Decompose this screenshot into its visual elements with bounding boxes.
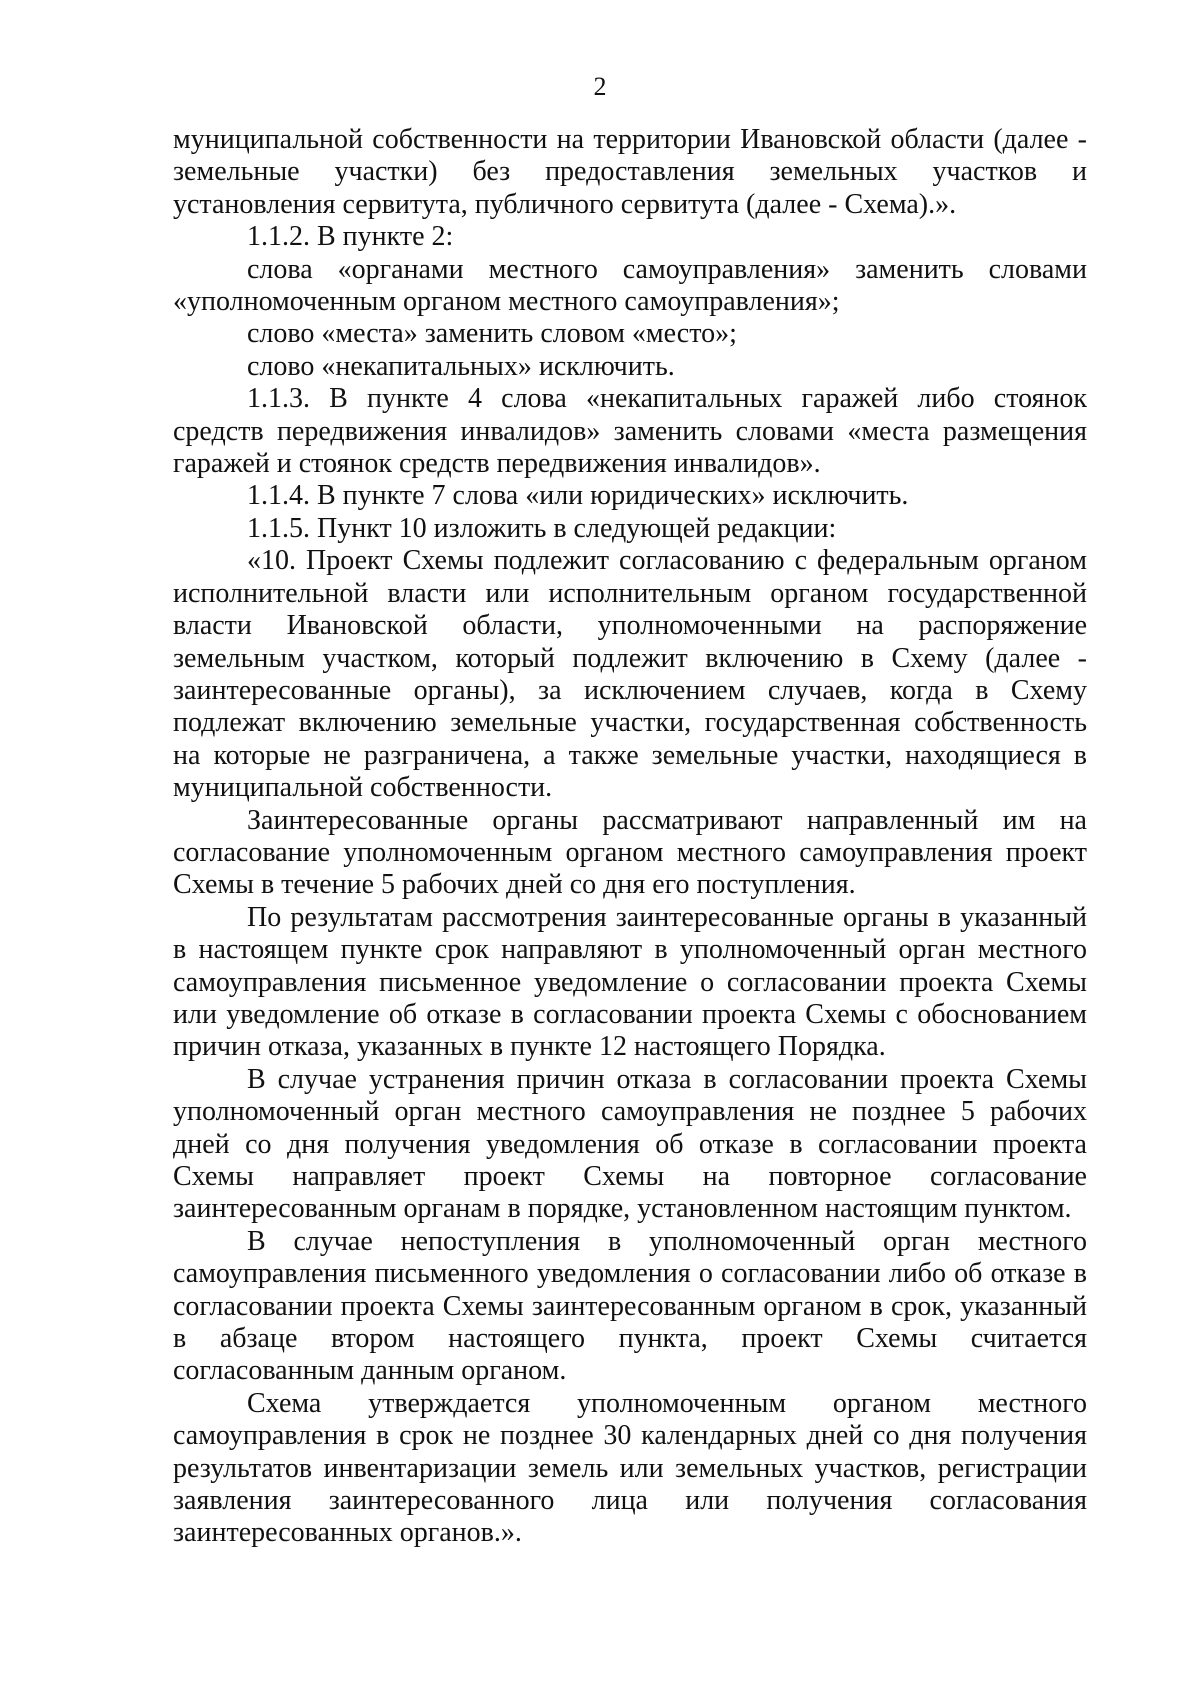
page-number: 2 [593, 72, 607, 101]
paragraph-clause-1-1-5: 1.1.5. Пункт 10 изложить в следующей редакции: [247, 512, 837, 544]
paragraph-continuation: муниципальной собственности на территории Ивановской области (далее - земельные участки) без предоставления земельных участков и установления сервитута, публичного сервитута (далее - Схема).». [173, 124, 1087, 220]
document-body [173, 124, 1087, 1550]
paragraph-elimination: В случае устранения причин отказа в согласовании проекта Схемы уполномоченный орган местного самоуправления не позднее 5 рабочих дней со дня получения уведомления об отказе в согласовании проекта Схемы направляет проект Схемы на повторное согласование заинтересованным органам в порядке, установленном настоящим пунктом. [173, 1063, 1087, 1225]
paragraph-consideration: Заинтересованные органы рассматривают направленный им на согласование уполномоченным органом местного самоуправления проект Схемы в течение 5 рабочих дней со дня его поступления. [173, 804, 1087, 901]
paragraph-clause-1-1-4: 1.1.4. В пункте 7 слова «или юридических» исключить. [247, 480, 909, 512]
paragraph-approval: Схема утверждается уполномоченным органом местного самоуправления в срок не позднее 30 календарных дней со дня получения результатов инвентаризации земель или земельных участков, регистрации заявления заинтересованного лица или получения согласования заинтересованных органов.». [173, 1387, 1087, 1549]
paragraph-non-receipt: В случае непоступления в уполномоченный орган местного самоуправления письменного уведомления о согласовании либо об отказе в согласовании проекта Схемы заинтересованным органом в срок, указанный в абзаце втором настоящего пункта, проект Схемы считается согласованным данным органом. [173, 1225, 1087, 1387]
paragraph-results: По результатам рассмотрения заинтересованные органы в указанный в настоящем пункте срок направляют в уполномоченный орган местного самоуправления письменное уведомление о согласовании проекта Схемы или уведомление об отказе в согласовании проекта Схемы с обоснованием причин отказа, указанных в пункте 12 настоящего Порядка. [173, 901, 1087, 1063]
paragraph-replace-organs: слова «органами местного самоуправления» заменить словами «уполномоченным органом местного самоуправления»; [173, 253, 1087, 318]
paragraph-replace-mesta: слово «места» заменить словом «место»; [247, 318, 737, 350]
paragraph-point-10: «10. Проект Схемы подлежит согласованию с федеральным органом исполнительной власти или исполнительным органом государственной власти Ивановской области, уполномоченными на распоряжение земельным участком, который подлежит включению в Схему (далее - заинтересованные органы), за исключением случаев, когда в Схему подлежат включению земельные участки, государственная собственность на которые не разграничена, а также земельные участки, находящиеся в муниципальной собственности. [173, 545, 1087, 804]
paragraph-clause-1-1-3: 1.1.3. В пункте 4 слова «некапитальных гаражей либо стоянок средств передвижения инвалидов» заменить словами «места размещения гаражей и стоянок средств передвижения инвалидов». [173, 383, 1087, 480]
paragraph-clause-1-1-2: 1.1.2. В пункте 2: [247, 221, 454, 253]
paragraph-remove-nekapitalnykh: слово «некапитальных» исключить. [247, 350, 675, 382]
